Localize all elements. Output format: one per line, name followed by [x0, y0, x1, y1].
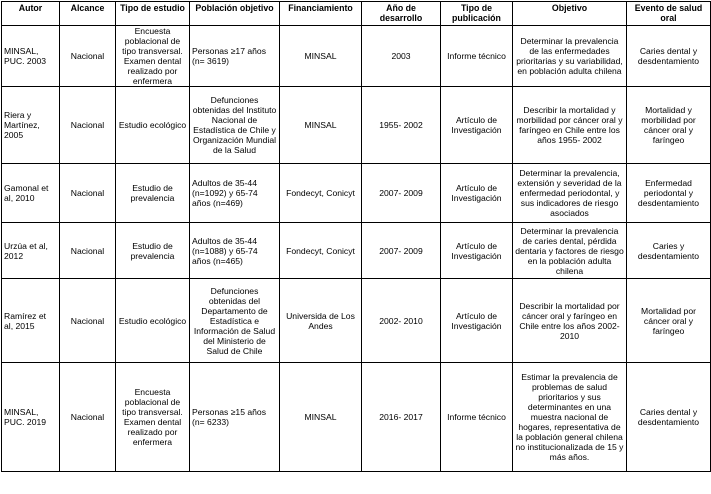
cell-evento: Caries dental y desdentamiento [627, 26, 711, 87]
cell-objetivo: Determinar la prevalencia, extensión y severidad de la enfermedad periodontal, y sus indicadores de riesgo asociados [513, 164, 627, 223]
table-row [2, 26, 711, 87]
cell-autor: Ramírez et al, 2015 [2, 279, 60, 363]
header-alcance: Alcance [60, 2, 116, 26]
cell-financiamiento: MINSAL [280, 363, 362, 472]
cell-alcance: Nacional [60, 164, 116, 223]
studies-table [1, 1, 711, 472]
cell-financiamiento: MINSAL [280, 26, 362, 87]
cell-poblacion: Adultos de 35-44 (n=1088) y 65-74 años (n=465) [190, 223, 280, 279]
table-row [2, 223, 711, 279]
cell-alcance: Nacional [60, 363, 116, 472]
cell-tipo-publicacion: Artículo de Investigación [441, 87, 513, 164]
cell-objetivo: Determinar la prevalencia de las enfermedades prioritarias y su variabilidad, en población adulta chilena [513, 26, 627, 87]
cell-tipo-estudio: Encuesta poblacional de tipo transversal. Examen dental realizado por enfermera [116, 363, 190, 472]
cell-autor: MINSAL, PUC. 2019 [2, 363, 60, 472]
cell-anio: 2002- 2010 [362, 279, 441, 363]
header-financiamiento: Financiamiento [280, 2, 362, 26]
cell-evento: Enfermedad periodontal y desdentamiento [627, 164, 711, 223]
cell-financiamiento: Universida de Los Andes [280, 279, 362, 363]
cell-alcance: Nacional [60, 223, 116, 279]
cell-tipo-publicacion: Artículo de Investigación [441, 164, 513, 223]
table-row [2, 279, 711, 363]
cell-tipo-estudio: Estudio de prevalencia [116, 164, 190, 223]
cell-tipo-estudio: Estudio ecológico [116, 87, 190, 164]
cell-tipo-publicacion: Informe técnico [441, 363, 513, 472]
cell-poblacion: Adultos de 35-44 (n=1092) y 65-74 años (n=469) [190, 164, 280, 223]
header-row [2, 2, 711, 26]
cell-financiamiento: Fondecyt, Conicyt [280, 223, 362, 279]
cell-anio: 2007- 2009 [362, 223, 441, 279]
cell-autor: MINSAL, PUC. 2003 [2, 26, 60, 87]
cell-financiamiento: Fondecyt, Conicyt [280, 164, 362, 223]
header-evento: Evento de salud oral [627, 2, 711, 26]
cell-anio: 1955- 2002 [362, 87, 441, 164]
cell-tipo-publicacion: Artículo de Investigación [441, 279, 513, 363]
cell-tipo-estudio: Estudio ecológico [116, 279, 190, 363]
cell-evento: Mortalidad por cáncer oral y faríngeo [627, 279, 711, 363]
cell-evento: Caries dental y desdentamiento [627, 363, 711, 472]
header-poblacion: Población objetivo [190, 2, 280, 26]
cell-poblacion: Personas ≥15 años (n= 6233) [190, 363, 280, 472]
cell-evento: Mortalidad y morbilidad por cáncer oral y faríngeo [627, 87, 711, 164]
cell-poblacion: Defunciones obtenidas del Instituto Nacional de Estadística de Chile y Organización Mundial de la Salud [190, 87, 280, 164]
cell-tipo-publicacion: Artículo de Investigación [441, 223, 513, 279]
cell-alcance: Nacional [60, 279, 116, 363]
cell-autor: Gamonal et al, 2010 [2, 164, 60, 223]
header-autor: Autor [2, 2, 60, 26]
cell-objetivo: Describir la mortalidad por cáncer oral y faríngeo en Chile entre los años 2002- 2010 [513, 279, 627, 363]
cell-anio: 2016- 2017 [362, 363, 441, 472]
cell-poblacion: Personas ≥17 años (n= 3619) [190, 26, 280, 87]
cell-objetivo: Estimar la prevalencia de problemas de salud prioritarios y sus determinantes en una muestra nacional de hogares, representativa de la población general chilena no institucionalizada de 15 y más años. [513, 363, 627, 472]
cell-autor: Riera y Martínez, 2005 [2, 87, 60, 164]
header-tipo-estudio: Tipo de estudio [116, 2, 190, 26]
header-tipo-publicacion: Tipo de publicación [441, 2, 513, 26]
table-row [2, 87, 711, 164]
cell-tipo-publicacion: Informe técnico [441, 26, 513, 87]
header-anio: Año de desarrollo [362, 2, 441, 26]
cell-alcance: Nacional [60, 87, 116, 164]
table-row [2, 363, 711, 472]
cell-tipo-estudio: Estudio de prevalencia [116, 223, 190, 279]
cell-autor: Urzúa et al, 2012 [2, 223, 60, 279]
cell-tipo-estudio: Encuesta poblacional de tipo transversal. Examen dental realizado por enfermera [116, 26, 190, 87]
cell-poblacion: Defunciones obtenidas del Departamento de Estadística e Información de Salud del Ministerio de Salud de Chile [190, 279, 280, 363]
cell-evento: Caries y desdentamiento [627, 223, 711, 279]
cell-alcance: Nacional [60, 26, 116, 87]
cell-objetivo: Determinar la prevalencia de caries dental, pérdida dentaria y factores de riesgo en la población adulta chilena [513, 223, 627, 279]
cell-financiamiento: MINSAL [280, 87, 362, 164]
cell-objetivo: Describir la mortalidad y morbilidad por cáncer oral y faríngeo en Chile entre los años 1955- 2002 [513, 87, 627, 164]
header-objetivo: Objetivo [513, 2, 627, 26]
cell-anio: 2003 [362, 26, 441, 87]
table-row [2, 164, 711, 223]
cell-anio: 2007- 2009 [362, 164, 441, 223]
